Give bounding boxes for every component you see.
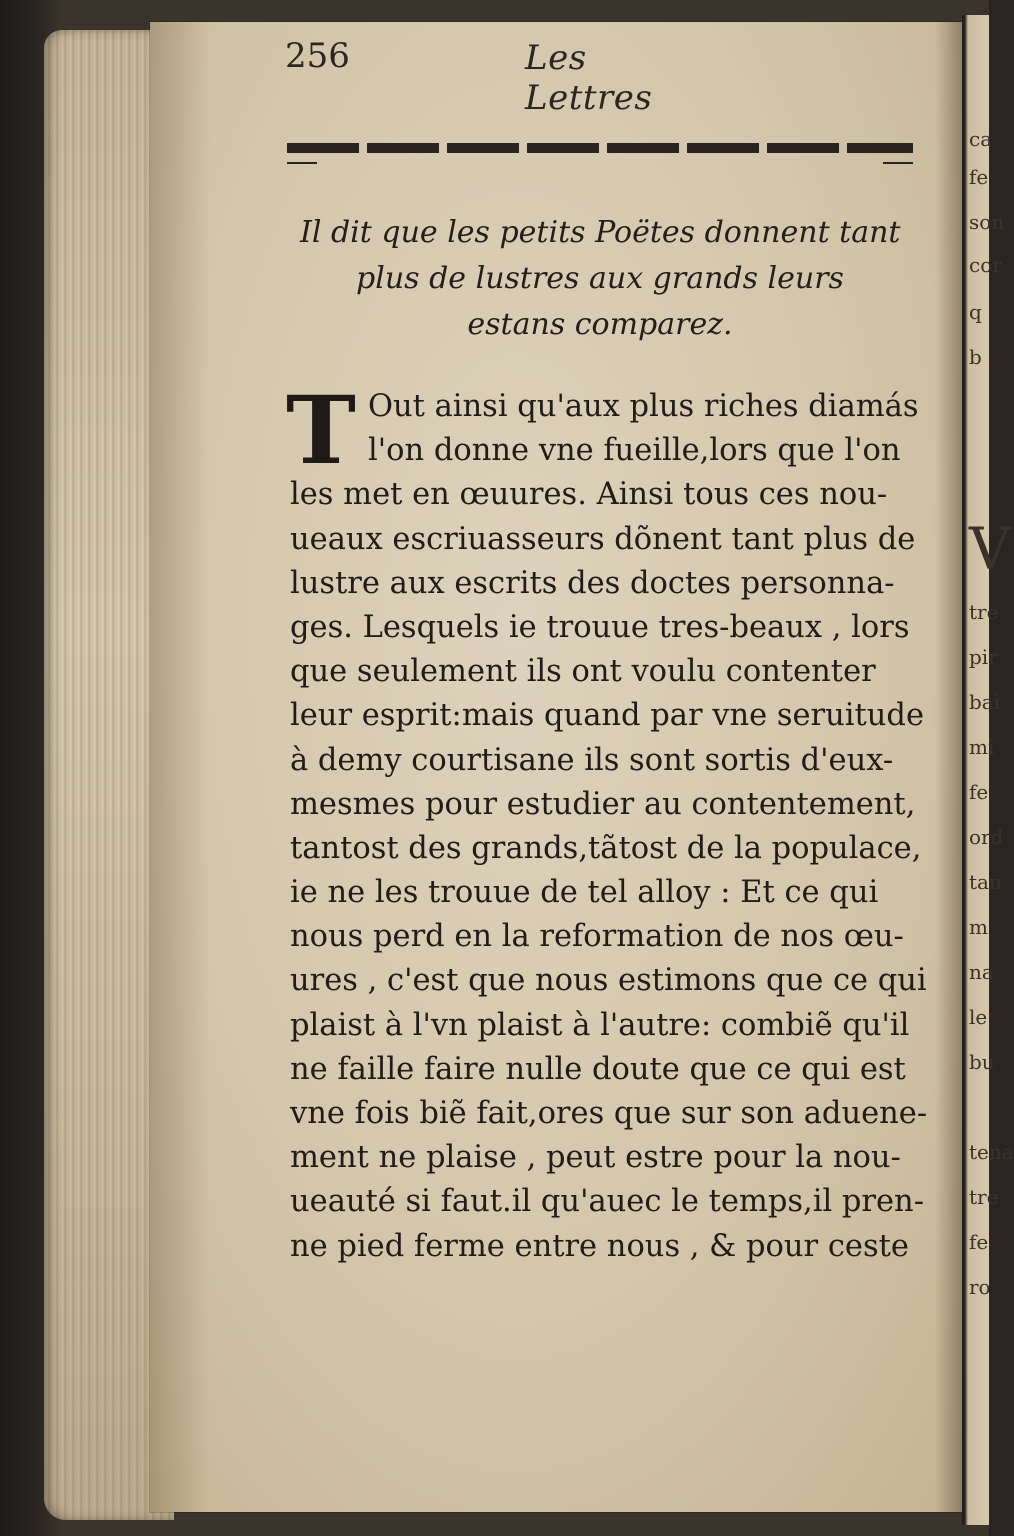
facing-fragment: fe (969, 780, 989, 804)
text-line: nous perd en la reformation de nos œu- (290, 919, 904, 955)
facing-fragment: q (969, 300, 982, 324)
text-line: vne fois biẽ fait,ores que sur son aduene- (290, 1096, 928, 1131)
facing-fragment: le (969, 1005, 988, 1029)
ornamental-rule (287, 143, 913, 153)
facing-fragment: b (969, 345, 982, 369)
running-title: Les Lettres (525, 38, 653, 118)
text-line: ges. Lesquels ie trouue tres-beaux , lors (290, 609, 910, 645)
facing-fragment: ca (969, 127, 993, 151)
facing-fragment: cor (969, 253, 1002, 277)
drop-cap: T (286, 376, 356, 486)
page-gutter-shadow (935, 22, 965, 1512)
text-line: Out ainsi qu'aux plus riches diamás (368, 389, 919, 424)
facing-page-sliver (962, 15, 1014, 1525)
text-line: mesmes pour estudier au contentement, (290, 786, 916, 822)
text-line: leur esprit:mais quand par vne seruitude (290, 698, 924, 734)
text-line: tantost des grands,tãtost de la populace, (290, 830, 922, 866)
caption-line: Il dit que les petits Poëtes donnent tant (300, 215, 901, 250)
facing-fragment: ro (969, 1275, 991, 1299)
facing-fragment: tre (969, 600, 999, 624)
text-line: ie ne les trouue de tel alloy : Et ce qui (290, 875, 879, 911)
facing-fragment: ord (969, 825, 1004, 849)
text-line: les met en œuures. Ainsi tous ces nou- (290, 477, 888, 513)
caption-line: plus de lustres aux grands leurs (356, 261, 844, 296)
body-text (290, 385, 930, 1269)
facing-fragment: tan (969, 870, 1002, 894)
facing-fragment: mi (969, 735, 995, 759)
facing-fragment: fe (969, 165, 989, 189)
text-line: ueauté si faut.il qu'auec le temps,il pren- (290, 1184, 925, 1220)
running-head (285, 36, 705, 118)
facing-fragment: son (969, 210, 1005, 234)
facing-fragment: bu (969, 1050, 995, 1074)
text-line: ment ne plaise , peut estre pour la nou- (290, 1140, 901, 1176)
facing-fragment: V (969, 515, 1011, 583)
caption-line: estans comparez. (467, 307, 733, 342)
ornamental-rule-underline (287, 162, 913, 164)
facing-fragment: pir (969, 645, 998, 669)
text-line: l'on donne vne fueille,lors que l'on (368, 433, 901, 469)
page-number: 256 (285, 36, 350, 76)
text-line: que seulement ils ont voulu contenter (290, 654, 876, 690)
text-line: à demy courtisane ils sont sortis d'eux- (290, 742, 894, 778)
facing-fragment: m (969, 915, 988, 939)
text-line: ures , c'est que nous estimons que ce qui (290, 963, 927, 999)
facing-fragment: bai (969, 690, 1001, 714)
text-line: ne pied ferme entre nous , & pour ceste (290, 1228, 909, 1264)
facing-fragment: tre (969, 1185, 999, 1209)
facing-fragment: na (969, 960, 994, 984)
letter-caption (300, 210, 900, 348)
text-line: plaist à l'vn plaist à l'autre: combiẽ qu'il (290, 1007, 910, 1043)
facing-fragment: fe (969, 1230, 989, 1254)
facing-fragment: tena (969, 1140, 1014, 1164)
text-line: lustre aux escrits des doctes personna- (290, 565, 895, 601)
text-line: ne faille faire nulle doute que ce qui est (290, 1051, 906, 1087)
text-line: ueaux escriuasseurs dõnent tant plus de (290, 521, 916, 557)
